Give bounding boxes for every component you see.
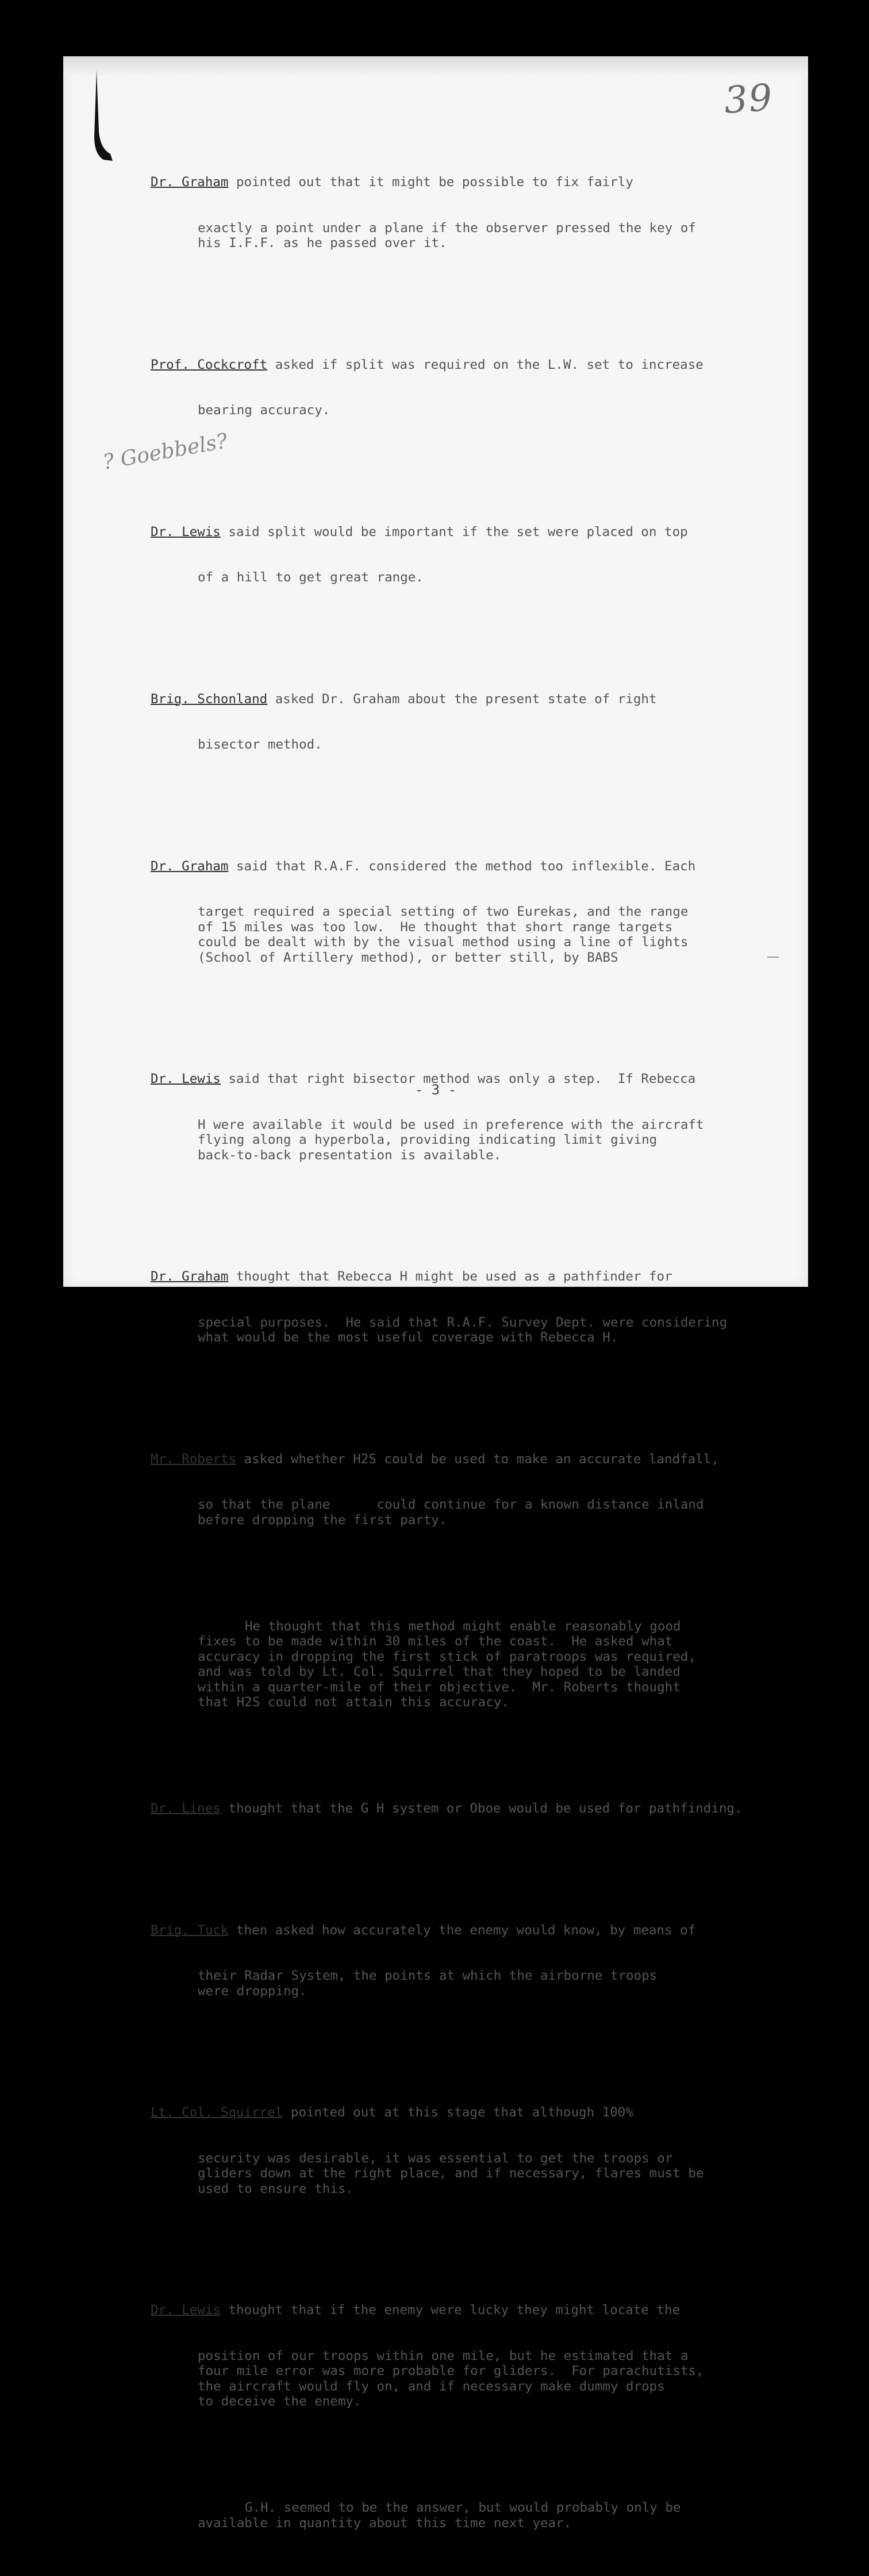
speaker-name: Mr. Roberts <box>151 1451 237 1467</box>
paragraph-continuation: bisector method. <box>198 737 322 752</box>
closing-paragraph: G.H. seemed to be the answer, but would probably only be available in quantity about this time next year. <box>198 2500 681 2531</box>
paragraph-continuation: position of our troops within one mile, but he estimated that a four mile error was more probable for gliders. For parachutists, the aircraft would fly on, and if necessary make dummy drops to deceive the enemy. <box>198 2348 704 2409</box>
paragraph <box>151 1892 794 2030</box>
speaker-name: Dr. Lines <box>151 1801 221 1816</box>
roberts-continuation-paragraph: He thought that this method might enable reasonably good fixes to be made within 30 miles of the coast. He asked what accuracy in dropping the first stick of paratroops was required, and was told by Lt. Col. Squirrel that they hoped to be landed within a quarter-mile of their objective. Mr. Roberts thought that H2S could not attain this accuracy. <box>198 1618 696 1710</box>
speaker-name: Dr. Lewis <box>151 524 221 539</box>
paragraph <box>151 661 794 783</box>
paragraph-first-line: thought that if the enemy were lucky they might locate the <box>220 2303 680 2317</box>
paragraph-continuation: their Radar System, the points at which the airborne troops were dropping. <box>198 1968 657 1999</box>
folio-number: 39 <box>722 76 775 122</box>
paragraph-first-line: pointed out at this stage that although 100% <box>283 2105 633 2120</box>
speaker-name: Brig. Tuck <box>151 1922 229 1938</box>
paragraph <box>151 2074 794 2227</box>
speaker-name: Lt. Col. Squirrel <box>151 2105 283 2120</box>
speaker-name: Dr. Graham <box>151 175 229 190</box>
speaker-name: Dr. Graham <box>151 1269 229 1284</box>
page-number: - 3 - <box>414 1082 457 1098</box>
paragraph-first-line: said split would be important if the set were placed on top <box>220 524 688 539</box>
paragraph-continuation: H were available it would be used in preference with the aircraft flying along a hyperbola, providing indicating limit giving back-to-back presentation is available. <box>198 1117 704 1163</box>
paragraph-first-line: said that R.A.F. considered the method too inflexible. Each <box>228 858 696 874</box>
document-page <box>63 56 808 2531</box>
binder-clip-mark <box>93 68 116 163</box>
paragraph <box>151 2272 794 2440</box>
page-top-edge <box>63 56 808 76</box>
paragraph <box>151 828 794 996</box>
paragraph-continuation: special purposes. He said that R.A.F. Survey Dept. were considering what would be the most useful coverage with Rebecca H. <box>198 1314 728 1345</box>
paragraph-first-line: asked Dr. Graham about the present state of right <box>267 691 657 707</box>
paragraph-first-line: asked if split was required on the L.W. set to increase <box>267 357 703 372</box>
minutes-body <box>151 114 794 2576</box>
paragraph-continuation: so that the plane could continue for a known distance inland before dropping the first party. <box>198 1497 704 1528</box>
paragraph-continuation: security was desirable, it was essential to get the troops or gliders down at the right place, and if necessary, flares must be used to ensure this. <box>198 2150 704 2196</box>
speaker-name: Prof. Cockcroft <box>151 357 268 372</box>
paragraph <box>151 1239 794 1376</box>
paragraph-first-line: asked whether H2S could be used to make an accurate landfall, <box>236 1451 719 1467</box>
paragraph <box>151 327 794 449</box>
speaker-name: Dr. Lewis <box>151 1071 221 1086</box>
speaker-name: Dr. Graham <box>151 858 229 874</box>
paragraph-first-line: said that right bisector method was only a step. If Rebecca <box>220 1071 696 1086</box>
speaker-name: Dr. Lewis <box>151 2303 221 2317</box>
paragraph <box>151 1421 794 1559</box>
paragraph-continuation: target required a special setting of two Eurekas, and the range of 15 miles was too low. He thought that short range targets could be dealt with by the visual method using a line of lights (School of Artillery method), or better still, by BABS <box>198 904 689 965</box>
paragraph-continuation: of a hill to get great range. <box>198 570 424 585</box>
paragraph-first-line: pointed out that it might be possible to fix fairly <box>228 175 633 190</box>
paragraph <box>151 144 794 281</box>
paragraph-first-line: thought that Rebecca H might be used as a pathfinder for <box>228 1269 672 1284</box>
paragraph-first-line: thought that the G H system or Oboe would be used for pathfinding. <box>220 1801 743 1816</box>
handwritten-margin-note: ? Goebbels? <box>101 429 230 475</box>
paragraph <box>151 1041 794 1193</box>
paragraph-continuation: bearing accuracy. <box>198 403 330 418</box>
paragraph <box>151 1771 794 1847</box>
paragraph-first-line: then asked how accurately the enemy would know, by means of <box>228 1922 696 1938</box>
speaker-name: Brig. Schonland <box>151 691 268 707</box>
paragraph-continuation: exactly a point under a plane if the observer pressed the key of his I.F.F. as he passed over it. <box>198 220 696 250</box>
paragraph <box>151 494 794 616</box>
